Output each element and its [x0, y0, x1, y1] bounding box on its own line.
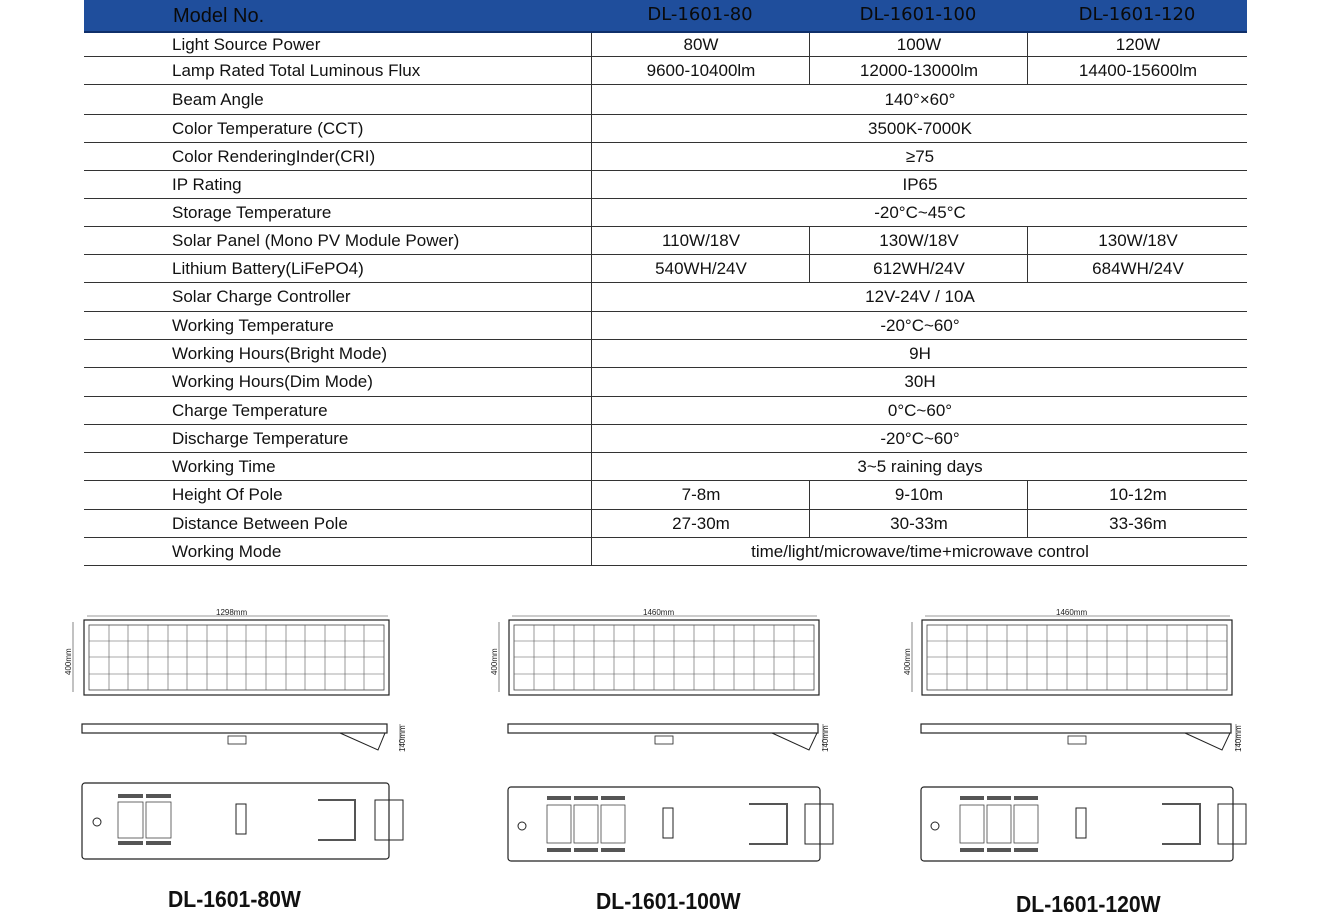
height-dimension: 400mm	[64, 648, 73, 675]
row-label: Solar Charge Controller	[172, 287, 351, 306]
row-value: -20°C~45°C	[591, 199, 1248, 226]
width-dimension: 1460mm	[643, 608, 675, 617]
solar-panel-outline	[509, 620, 819, 695]
solar-panel-outline	[84, 620, 389, 695]
row-value: 14400-15600lm	[1027, 57, 1248, 84]
side-view-body	[82, 724, 387, 733]
solar-panel-cells	[514, 625, 814, 690]
table-row	[84, 510, 1247, 538]
row-value: 100W	[809, 33, 1028, 56]
row-value: 540WH/24V	[591, 255, 810, 282]
width-dimension: 1460mm	[1056, 608, 1088, 617]
row-label: Working Hours(Bright Mode)	[172, 343, 388, 363]
row-label: Lamp Rated Total Luminous Flux	[172, 60, 421, 80]
table-row	[84, 85, 1247, 115]
row-value: 80W	[591, 33, 810, 56]
row-label: Height Of Pole	[172, 485, 283, 504]
row-value: 140°×60°	[591, 85, 1248, 114]
row-label: Storage Temperature	[172, 202, 332, 222]
width-dimension: 1298mm	[216, 608, 248, 617]
row-value: 110W/18V	[591, 227, 810, 254]
row-value: 130W/18V	[1027, 227, 1248, 254]
drawing-120w	[900, 600, 1260, 870]
row-value: IP65	[591, 171, 1248, 198]
table-row	[84, 199, 1247, 227]
row-value: -20°C~60°	[591, 312, 1248, 339]
row-value: time/light/microwave/time+microwave control	[591, 538, 1248, 565]
row-value: 33-36m	[1027, 510, 1248, 537]
row-label: Light Source Power	[172, 34, 321, 54]
row-label: IP Rating	[172, 174, 242, 194]
caption-120w: DL-1601-120W	[1016, 891, 1161, 917]
table-row	[84, 57, 1247, 85]
solar-panel-outline	[922, 620, 1232, 695]
table-row	[84, 312, 1247, 340]
row-label: Solar Panel (Mono PV Module Power)	[172, 230, 460, 250]
side-dimension: 140mm	[1234, 725, 1243, 752]
table-row	[84, 227, 1247, 255]
table-row	[84, 397, 1247, 425]
row-value: 9H	[591, 340, 1248, 367]
solar-panel-cells	[927, 625, 1227, 690]
table-row	[84, 425, 1247, 453]
row-value: ≥75	[591, 143, 1248, 170]
header-model-100: DL-1601-100	[859, 4, 977, 25]
header-label: Model No.	[173, 5, 265, 27]
caption-100w: DL-1601-100W	[596, 888, 741, 914]
row-value: 12V-24V / 10A	[591, 283, 1248, 311]
table-row	[84, 368, 1247, 397]
table-row	[84, 453, 1247, 481]
table-row	[84, 33, 1247, 57]
row-label: Discharge Temperature	[172, 428, 349, 448]
row-value: 3500K-7000K	[591, 115, 1248, 142]
row-label: Color Temperature (CCT)	[172, 118, 364, 138]
row-value: 612WH/24V	[809, 255, 1028, 282]
table-row	[84, 143, 1247, 171]
drawing-100w	[487, 600, 847, 870]
height-dimension: 400mm	[903, 648, 912, 675]
table-row	[84, 255, 1247, 283]
row-value: 7-8m	[591, 481, 810, 509]
row-value: 10-12m	[1027, 481, 1248, 509]
row-value: 120W	[1027, 33, 1248, 56]
caption-80w: DL-1601-80W	[168, 886, 301, 912]
table-row	[84, 283, 1247, 312]
row-value: 27-30m	[591, 510, 810, 537]
drawing-80w	[60, 600, 420, 870]
side-dimension: 140mm	[821, 725, 830, 752]
side-view-body	[508, 724, 818, 733]
row-label: Working Temperature	[172, 315, 334, 335]
side-view-body	[921, 724, 1231, 733]
row-label: Lithium Battery(LiFePO4)	[172, 258, 364, 278]
row-label: Working Hours(Dim Mode)	[172, 372, 373, 391]
header-model-80: DL-1601-80	[647, 4, 753, 25]
table-row	[84, 481, 1247, 510]
row-value: 3~5 raining days	[591, 453, 1248, 480]
row-value: -20°C~60°	[591, 425, 1248, 452]
table-header	[84, 0, 1247, 33]
row-value: 9600-10400lm	[591, 57, 810, 84]
row-value: 12000-13000lm	[809, 57, 1028, 84]
table-row	[84, 115, 1247, 143]
row-label: Charge Temperature	[172, 400, 328, 420]
row-label: Working Time	[172, 456, 276, 476]
table-row	[84, 538, 1247, 566]
row-value: 30H	[591, 368, 1248, 396]
height-dimension: 400mm	[490, 648, 499, 675]
row-label: Color RenderingInder(CRI)	[172, 146, 376, 166]
solar-panel-cells	[89, 625, 384, 690]
table-row	[84, 171, 1247, 199]
side-dimension: 140mm	[398, 725, 407, 752]
row-label: Distance Between Pole	[172, 513, 348, 533]
row-value: 30-33m	[809, 510, 1028, 537]
row-value: 0°C~60°	[591, 397, 1248, 424]
row-value: 684WH/24V	[1027, 255, 1248, 282]
row-value: 130W/18V	[809, 227, 1028, 254]
row-label: Working Mode	[172, 541, 282, 561]
row-label: Beam Angle	[172, 89, 264, 109]
row-value: 9-10m	[809, 481, 1028, 509]
header-model-120: DL-1601-120	[1078, 4, 1196, 25]
table-row	[84, 340, 1247, 368]
